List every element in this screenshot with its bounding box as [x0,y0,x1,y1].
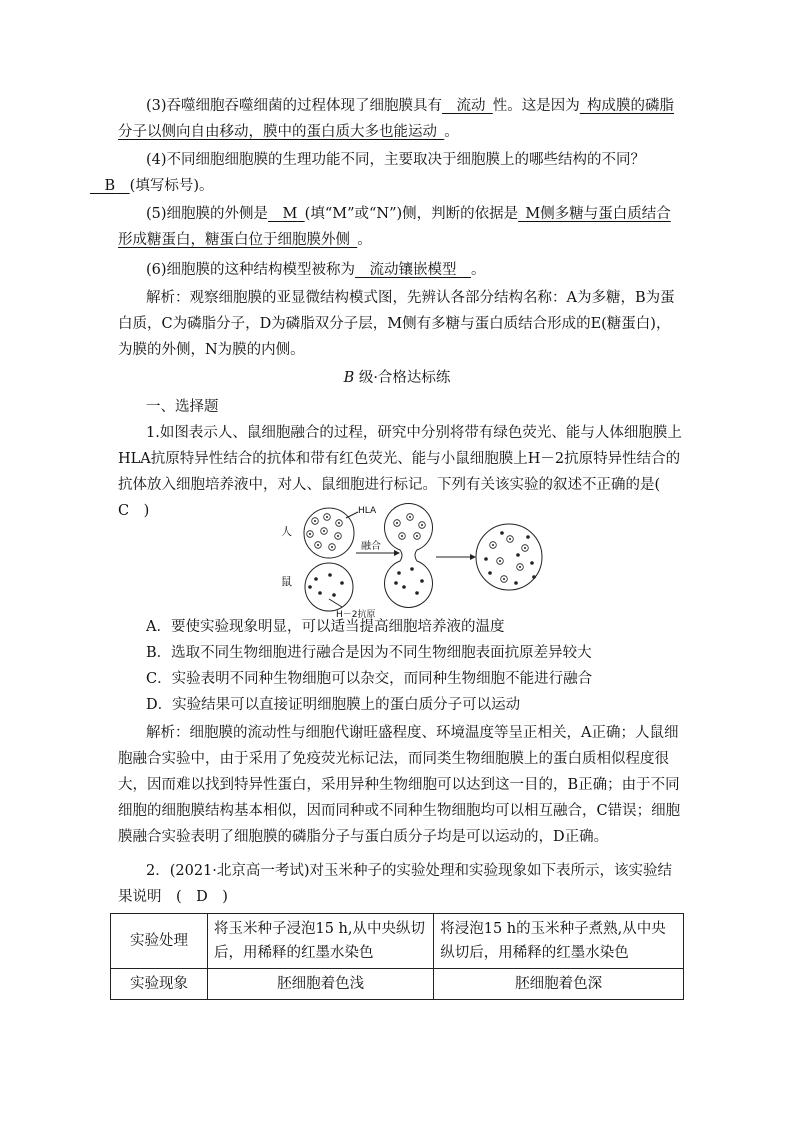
fig-label-h2: H－2抗原 [336,610,376,619]
table-cell: 胚细胞着色浅 [208,969,434,1000]
question-4 [104,147,684,199]
table-header-result: 实验现象 [111,969,208,1000]
hla-pointer [346,512,358,518]
q1-option-d: D．实验结果可以直接证明细胞膜上的蛋白质分子可以运动 [146,697,521,713]
fig-label-human: 人 [281,525,292,538]
fusing-cell [385,504,433,608]
mouse-cell [305,563,353,611]
q1-option-c: C．实验表明不同种生物细胞可以杂交，而同种生物细胞不能进行融合 [146,671,593,687]
q4-text: (4)不同细胞细胞膜的生理功能不同，主要取决于细胞膜上的哪些结构的不同？ [146,152,646,168]
section-title: 级·合格达标练 [354,370,451,386]
q6-text-2: 。 [471,262,486,278]
result-arrowhead [470,554,476,560]
section-letter: B [343,370,355,386]
fused-cell [476,524,542,590]
cell-fusion-figure [272,503,554,619]
q4-text-2: (填写标号)。 [129,178,214,194]
table-cell: 胚细胞着色深 [434,969,684,1000]
q6-text: (6)细胞膜的这种结构模型被称为 [146,262,356,278]
table-row [111,969,684,1000]
fig-label-mouse: 鼠 [281,575,292,588]
q5-text-2: (填“M”或“N”)侧，判断的依据是 [304,206,519,222]
q5-text: (5)细胞膜的外侧是 [146,206,269,222]
h2-pointer [329,599,342,607]
fusion-arrowhead [394,550,400,556]
q2-stem: 2．(2021·北京高一考试)对玉米种子的实验处理和实验现象如下表所示，该实验结果说明 ( D ) [118,863,673,905]
q3-text-3: 。 [444,124,459,140]
section-header [0,366,794,390]
q1-stem: 1.如图表示人、鼠细胞融合的过程，研究中分别将带有绿色荧光、能与人体细胞膜上HLA抗原特异性结合的抗体和带有红色荧光、能与小鼠细胞膜上H－2抗原特异性结合的抗体放入细胞培养液中，对人、鼠细胞进行标记。下列有关该实验的叙述不正确的是( C ) [118,425,682,519]
q5-answer-2: M侧多糖与蛋白质结合形成糖蛋白，糖蛋白位于细胞膜外侧 [118,206,671,248]
q4-answer: B [104,178,116,194]
table-row [111,914,684,969]
question-6 [118,257,684,283]
experiment-table [110,913,684,1000]
question-5 [118,201,684,253]
q5-answer-1: M [282,206,298,222]
q1-option-b: B．选取不同生物细胞进行融合是因为不同生物细胞表面抗原差异较大 [146,645,592,661]
part-heading: 一、选择题 [146,399,219,415]
question-3 [118,93,684,145]
table-cell: 将浸泡15 h的玉米种子煮熟,从中央纵切后，用稀释的红墨水染色 [434,914,684,969]
fig-label-fusion: 融合 [361,541,381,552]
q6-answer: 流动镶嵌模型 [369,262,457,278]
human-cell [304,508,354,558]
q3-text: (3)吞噬细胞吞噬细菌的过程体现了细胞膜具有 [146,98,443,114]
q3-answer-2: 构成膜的磷脂分子以侧向自由移动，膜中的蛋白质大多也能运动 [118,98,675,140]
q1-analysis: 解析：细胞膜的流动性与细胞代谢旺盛程度、环境温度等呈正相关，A正确；人鼠细胞融合实验中，由于采用了免疫荧光标记法，而同类生物细胞膜上的蛋白质相似程度很大，因而难以找到特异性蛋白，采用异种生物细胞可以达到这一目的，B正确；由于不同细胞的细胞膜结构基本相似，因而同种或不同种生物细胞均可以相互融合，C错误；细胞膜融合实验表明了细胞膜的磷脂分子与蛋白质分子均是可以运动的，D正确。 [118,725,681,845]
analysis-1: 解析：观察细胞膜的亚显微结构模式图，先辨认各部分结构名称：A为多糖，B为蛋白质，C为磷脂分子，D为磷脂双分子层，M侧有多糖与蛋白质结合形成的E(糖蛋白)，为膜的外侧，N为膜的内侧。 [118,290,675,358]
fig-label-hla: HLA [358,506,377,516]
hla-markers [307,514,529,583]
q3-answer-1: 流动 [456,98,486,114]
q1-option-a: A．要使实验现象明显，可以适当提高细胞培养液的温度 [146,619,505,635]
table-header-treatment: 实验处理 [111,914,208,969]
table-cell: 将玉米种子浸泡15 h,从中央纵切后，用稀释的红墨水染色 [208,914,434,969]
q5-text-3: 。 [357,232,372,248]
q3-text-2: 性。这是因为 [492,98,580,114]
